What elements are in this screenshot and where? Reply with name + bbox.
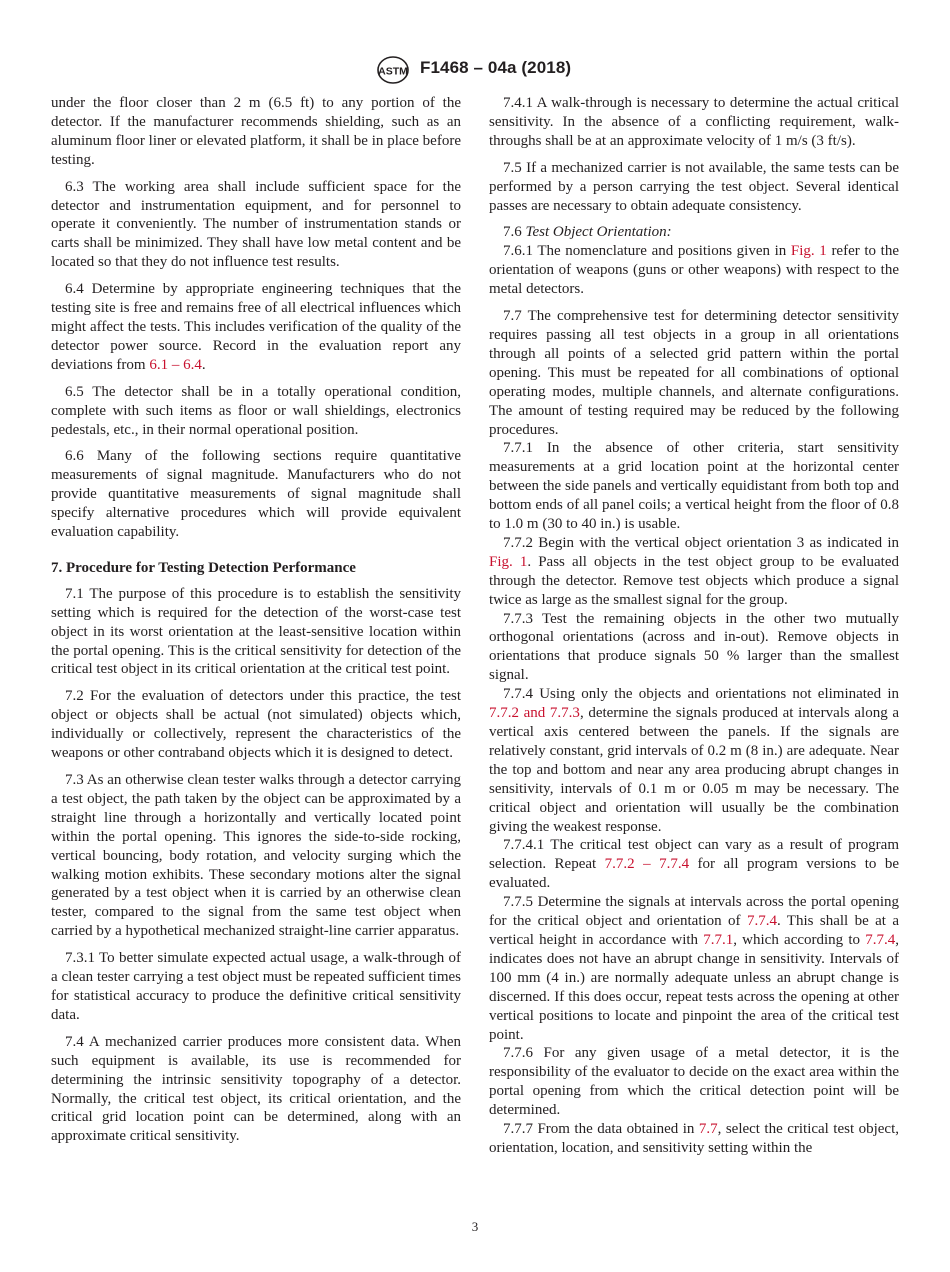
paragraph-7-7-1: 7.7.1 In the absence of other criteria, start sensitivity measurements at a grid location point at the horizontal center between the side panels and vertically equidistant from both top and bottom ends of all panel coils; a vertical height from the floor of 0.8 to 1.0 m (30 to 40 in.) is usable.: [489, 440, 899, 533]
link-6-1-6-4[interactable]: 6.1 – 6.4: [149, 356, 202, 373]
paragraph-6-5: 6.5 The detector shall be in a totally operational condition, complete with such items as floor or wall shieldings, electronics pedestals, etc., in their normal operational position.: [51, 383, 461, 438]
paragraph-7-2: 7.2 For the evaluation of detectors under this practice, the test object or objects shall be actual (not simulated) objects which, individually or collectively, represent the characteristics of the weapons or other contraband objects which it is designed to detect.: [51, 688, 461, 762]
paragraph-6-6: 6.6 Many of the following sections require quantitative measurements of signal magnitude. Manufacturers who do not provide quantitative measurements of signal magnitude shall specify alternative procedures which will provide equivalent evaluation capability.: [51, 448, 461, 541]
page-number: 3: [471, 1219, 479, 1234]
paragraph-7-6: 7.6 Test Object Orientation:: [503, 224, 672, 241]
link-7-7[interactable]: 7.7: [698, 1121, 718, 1138]
subsection-title: Test Object Orientation:: [525, 224, 672, 241]
paragraph-7-7-6: 7.7.6 For any given usage of a metal detector, it is the responsibility of the evaluator to decide on the exact area within the portal opening from which the critical detection point will be determined.: [489, 1045, 899, 1119]
paragraph-7-4-1: 7.4.1 A walk-through is necessary to determine the actual critical sensitivity. In the absence of a conflicting requirement, walk-throughs shall be at an approximate velocity of 1 m/s (3 ft/s).: [489, 95, 899, 149]
svg-text:ASTM: ASTM: [378, 65, 408, 78]
section-heading-7: 7. Procedure for Testing Detection Performance: [51, 559, 356, 576]
link-fig-1[interactable]: Fig. 1: [790, 243, 827, 260]
left-column: [51, 94, 461, 1154]
link-7-7-4[interactable]: 7.7.4: [746, 913, 777, 930]
right-column: [489, 94, 899, 1158]
paragraph-7-7-2: 7.7.2 Begin with the vertical object orientation 3 as indicated in Fig. 1. Pass all objects in the test object group to be evaluated through the detector. Remove test objects which produce a signal twice as large as the smallest signal for the group.: [489, 534, 899, 608]
paragraph-7-7: 7.7 The comprehensive test for determining detector sensitivity requires passing all test objects in a group in all orientations through all points of a selected grid pattern within the portal opening. This must be repeated for all combinations of optional operating modes, multiple channels, and alternate configurations. The amount of testing required may be reduced by the following procedures.: [489, 308, 899, 438]
paragraph-7-5: 7.5 If a mechanized carrier is not available, the same tests can be performed by a person carrying the test object. Several identical passes are necessary to obtain adequate consistency.: [489, 159, 899, 214]
paragraph-6-4: 6.4 Determine by appropriate engineering techniques that the testing site is free and remains free of all electrical influences which might affect the tests. This includes verification of the quality of the detector power source. Record in the evaluation report any deviations from 6.1 – 6.4.: [51, 281, 461, 373]
page-header: [0, 55, 950, 85]
paragraph-7-3-1: 7.3.1 To better simulate expected actual usage, a walk-through of a clean tester carrying a test object must be repeated sufficient times for statistical accuracy to produce the definitive critical sensitivity data.: [51, 950, 461, 1023]
link-fig-1[interactable]: Fig. 1: [489, 553, 528, 570]
paragraph-7-7-4: 7.7.4 Using only the objects and orientations not eliminated in 7.7.2 and 7.7.3, determine the signals produced at intervals along a vertical axis centered between the panels. If the signals are relatively constant, grid intervals of 0.2 m (8 in.) are adequate. Near the top and bottom and near any area producing abrupt changes in sensitivity, intervals of 0.1 m or 0.05 m may be necessary. The critical object and orientation will usually be the combination giving the weakest response.: [489, 686, 899, 835]
paragraph-6-3: 6.3 The working area shall include sufficient space for the detector and instrumentation equipment, and for personnel to operate it conveniently. The number of instrumentation stands or carts shall be minimized. They shall have low metal content and be located so that they do not influence test results.: [51, 178, 461, 271]
paragraph-7-7-4-1: 7.7.4.1 The critical test object can vary as a result of program selection. Repeat 7.7.2 – 7.7.4 for all program versions to be evaluated.: [489, 837, 899, 892]
paragraph-7-6-1: 7.6.1 The nomenclature and positions given in Fig. 1 refer to the orientation of weapons (guns or other weapons) with respect to the metal detectors.: [489, 243, 899, 298]
link-7-7-2-7-7-3[interactable]: 7.7.2 and 7.7.3: [489, 705, 580, 722]
paragraph-7-7-5: 7.7.5 Determine the signals at intervals across the portal opening for the critical object and orientation of 7.7.4. This shall be at a vertical height in accordance with 7.7.1, which according to 7.7.4, indicates does not have an abrupt change in sensitivity. Intervals of 100 mm (4 in.) are normally adequate unless an abrupt change is discerned. If this does occur, repeat tests across the opening at other vertical positions to locate and pinpoint the area of the critical test point.: [489, 894, 899, 1043]
paragraph-7-3: 7.3 As an otherwise clean tester walks through a detector carrying a test object, the path taken by the object can be approximated by a straight line through a horizontally and vertically located point within the portal opening. This ignores the side-to-side rocking, vertical bouncing, body rotation, and velocity surging which the walking motion exhibits. These secondary motions alter the signal generated by a test object when it is carried by an otherwise clean tester, compared to the signal from the same test object when carried by a hypothetical mechanized straight-line carrier apparatus.: [51, 772, 461, 940]
link-7-7-2-7-7-4[interactable]: 7.7.2 – 7.7.4: [604, 856, 690, 873]
astm-logo-icon: [375, 55, 411, 85]
document-id: F1468 – 04a (2018): [420, 58, 572, 77]
paragraph-6-2-continued: under the floor closer than 2 m (6.5 ft) to any portion of the detector. If the manufacturer recommends shielding, such as an aluminum floor liner or elevated platform, it shall be in place before testing.: [51, 95, 461, 168]
paragraph-7-1: 7.1 The purpose of this procedure is to establish the sensitivity setting which is required for the detection of the worst-case test object in its worst orientation at the least-sensitive location within the portal opening. This is the critical sensitivity for detection of the critical test object in its critical orientation at the critical test point.: [51, 585, 461, 678]
link-7-7-4[interactable]: 7.7.4: [865, 931, 896, 948]
paragraph-7-7-3: 7.7.3 Test the remaining objects in the other two mutually orthogonal orientations (across and in-out). Remove objects in orientations that produce signals 50 % larger than the smallest signal.: [489, 610, 899, 684]
link-7-7-1[interactable]: 7.7.1: [703, 931, 734, 948]
paragraph-7-7-7: 7.7.7 From the data obtained in 7.7, select the critical test object, orientation, location, and sensitivity setting within the: [489, 1121, 899, 1156]
paragraph-7-4: 7.4 A mechanized carrier produces more consistent data. When such equipment is available, its use is recommended for determining the intrinsic sensitivity topography of a detector. Normally, the critical test object, its critical orientation, and the critical grid location point can be determined, along with an approximate critical sensitivity.: [51, 1033, 461, 1145]
